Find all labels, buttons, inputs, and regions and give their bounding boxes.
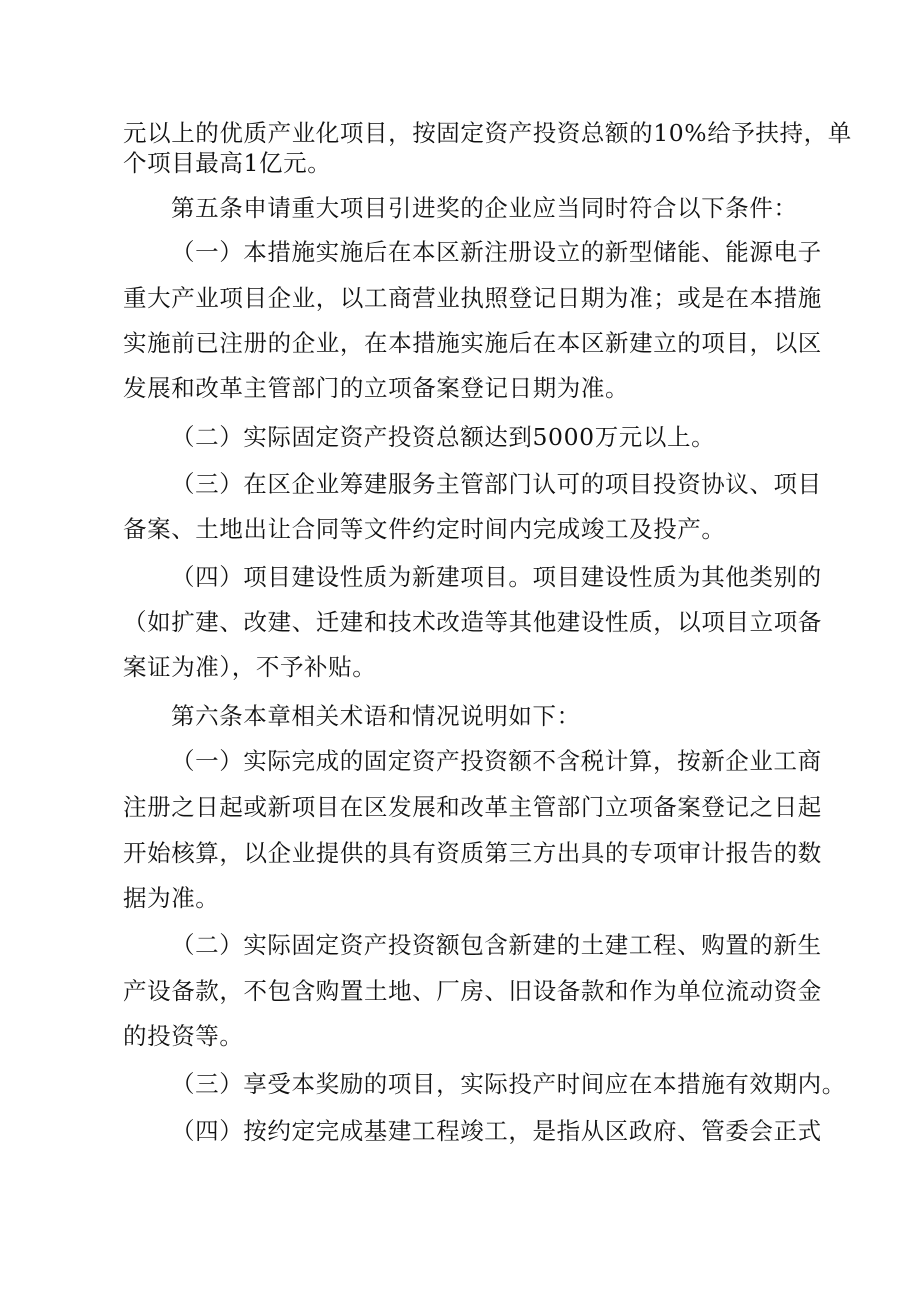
text-line: 开始核算，以企业提供的具有资质第三方出具的专项审计报告的数 [123, 839, 822, 867]
text-line: （一）本措施实施后在本区新注册设立的新型储能、能源电子 [171, 238, 822, 266]
text-line: （四）项目建设性质为新建项目。项目建设性质为其他类别的 [171, 563, 822, 591]
text-line: （二）实际固定资产投资额包含新建的土建工程、购置的新生 [171, 931, 822, 959]
text-line: 的投资等。 [123, 1022, 244, 1050]
text-line: 实施前已注册的企业，在本措施实施后在本区新建立的项目，以区 [123, 329, 822, 357]
text-line: （一）实际完成的固定资产投资额不含税计算，按新企业工商 [171, 747, 822, 775]
text-line: 备案、土地出让合同等文件约定时间内完成竣工及投产。 [123, 515, 726, 543]
text-line: 发展和改革主管部门的立项备案登记日期为准。 [123, 374, 630, 402]
text-line: 重大产业项目企业，以工商营业执照登记日期为准；或是在本措施 [123, 284, 822, 312]
text-line: 产设备款，不包含购置土地、厂房、旧设备款和作为单位流动资金 [123, 977, 822, 1005]
text-line: （二）实际固定资产投资总额达到5000万元以上。 [171, 423, 716, 451]
article-heading: 第六条本章相关术语和情况说明如下： [171, 702, 581, 730]
text-line: （如扩建、改建、迁建和技术改造等其他建设性质，以项目立项备 [123, 608, 822, 636]
text-line: （三）享受本奖励的项目，实际投产时间应在本措施有效期内。 [171, 1070, 846, 1098]
article-heading: 第五条申请重大项目引进奖的企业应当同时符合以下条件： [171, 194, 798, 222]
text-line: （三）在区企业筹建服务主管部门认可的项目投资协议、项目 [171, 470, 822, 498]
text-line: 元以上的优质产业化项目，按固定资产投资总额的10%给予扶持，单 [123, 119, 852, 147]
text-line: 案证为准），不予补贴。 [123, 653, 377, 681]
text-line: 个项目最高1亿元。 [123, 149, 332, 177]
text-line: 据为准。 [123, 884, 220, 912]
text-line: 注册之日起或新项目在区发展和改革主管部门立项备案登记之日起 [123, 793, 822, 821]
text-line: （四）按约定完成基建工程竣工，是指从区政府、管委会正式 [171, 1117, 822, 1145]
